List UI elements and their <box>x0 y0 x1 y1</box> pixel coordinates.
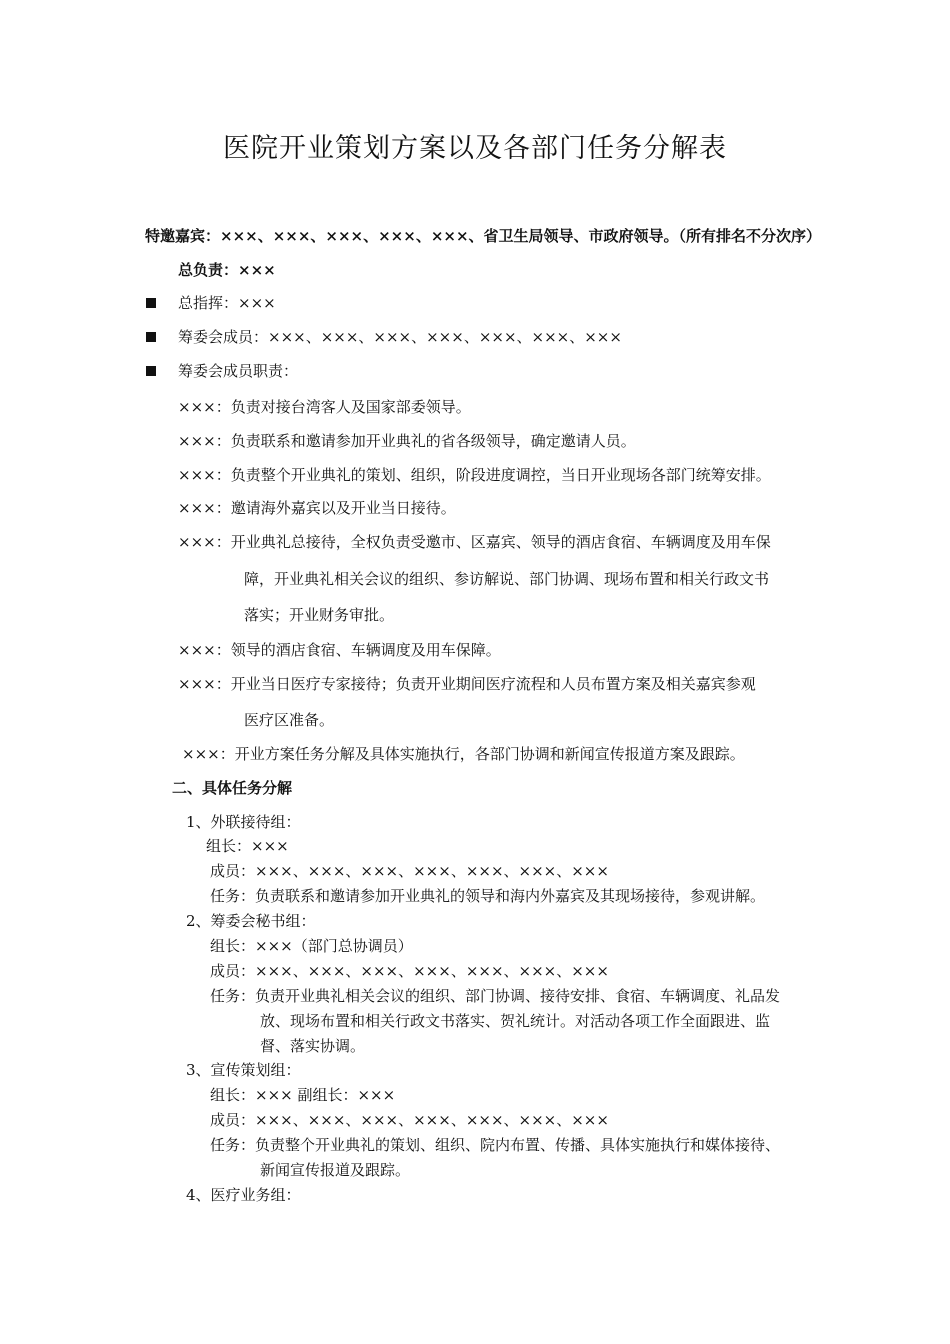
page-title: 医院开业策划方案以及各部门任务分解表 <box>223 133 727 164</box>
group-members: 成员：×××、×××、×××、×××、×××、×××、××× <box>210 1111 609 1129</box>
group-task: 任务：负责联系和邀请参加开业典礼的领导和海内外嘉宾及其现场接待，参观讲解。 <box>210 887 766 905</box>
section-heading: 二、具体任务分解 <box>172 779 293 797</box>
group-task: 放、现场布置和相关行政文书落实、贺礼统计。对活动各项工作全面跟进、监 <box>260 1012 771 1030</box>
duty-line: ×××：领导的酒店食宿、车辆调度及用车保障。 <box>178 641 501 659</box>
duty-line: 落实；开业财务审批。 <box>244 606 395 624</box>
bullet-square-icon <box>146 332 156 342</box>
duty-line: 障，开业典礼相关会议的组织、参访解说、部门协调、现场布置和相关行政文书 <box>244 570 770 588</box>
committee-duties-heading: 筹委会成员职责： <box>178 362 299 380</box>
committee-members: 筹委会成员：×××、×××、×××、×××、×××、×××、××× <box>178 328 622 346</box>
special-guests: 特邀嘉宾：×××、×××、×××、×××、×××、省卫生局领导、市政府领导。（所有排名不分次序） <box>145 227 822 245</box>
group-title: 3、宣传策划组： <box>186 1061 301 1079</box>
group-leader: 组长：××× 副组长：××× <box>210 1086 396 1104</box>
commander: 总指挥：××× <box>178 294 276 312</box>
duty-line: ×××：负责对接台湾客人及国家部委领导。 <box>178 398 471 416</box>
duty-line: 医疗区准备。 <box>244 711 335 729</box>
duty-line: ×××：邀请海外嘉宾以及开业当日接待。 <box>178 499 456 517</box>
group-leader: 组长：××× <box>206 837 289 855</box>
group-title: 1、外联接待组： <box>186 813 301 831</box>
chief-in-charge: 总负责：××× <box>178 261 276 279</box>
group-members: 成员：×××、×××、×××、×××、×××、×××、××× <box>210 962 609 980</box>
duty-line: ×××：开业典礼总接待，全权负责受邀市、区嘉宾、领导的酒店食宿、车辆调度及用车保 <box>178 533 771 551</box>
duty-line: ×××：开业当日医疗专家接待；负责开业期间医疗流程和人员布置方案及相关嘉宾参观 <box>178 675 756 693</box>
group-task: 督、落实协调。 <box>260 1037 366 1055</box>
group-task: 任务：负责开业典礼相关会议的组织、部门协调、接待安排、食宿、车辆调度、礼品发 <box>210 987 781 1005</box>
group-leader: 组长：×××（部门总协调员） <box>210 937 413 955</box>
group-members: 成员：×××、×××、×××、×××、×××、×××、××× <box>210 862 609 880</box>
duty-line: ×××：开业方案任务分解及具体实施执行，各部门协调和新闻宣传报道方案及跟踪。 <box>182 745 745 763</box>
bullet-square-icon <box>146 298 156 308</box>
group-title: 2、筹委会秘书组： <box>186 912 316 930</box>
duty-line: ×××：负责整个开业典礼的策划、组织，阶段进度调控，当日开业现场各部门统筹安排。 <box>178 466 771 484</box>
group-title: 4、医疗业务组： <box>186 1186 301 1204</box>
bullet-square-icon <box>146 366 156 376</box>
group-task: 新闻宣传报道及跟踪。 <box>260 1161 411 1179</box>
group-task: 任务：负责整个开业典礼的策划、组织、院内布置、传播、具体实施执行和媒体接待、 <box>210 1136 781 1154</box>
duty-line: ×××：负责联系和邀请参加开业典礼的省各级领导，确定邀请人员。 <box>178 432 636 450</box>
